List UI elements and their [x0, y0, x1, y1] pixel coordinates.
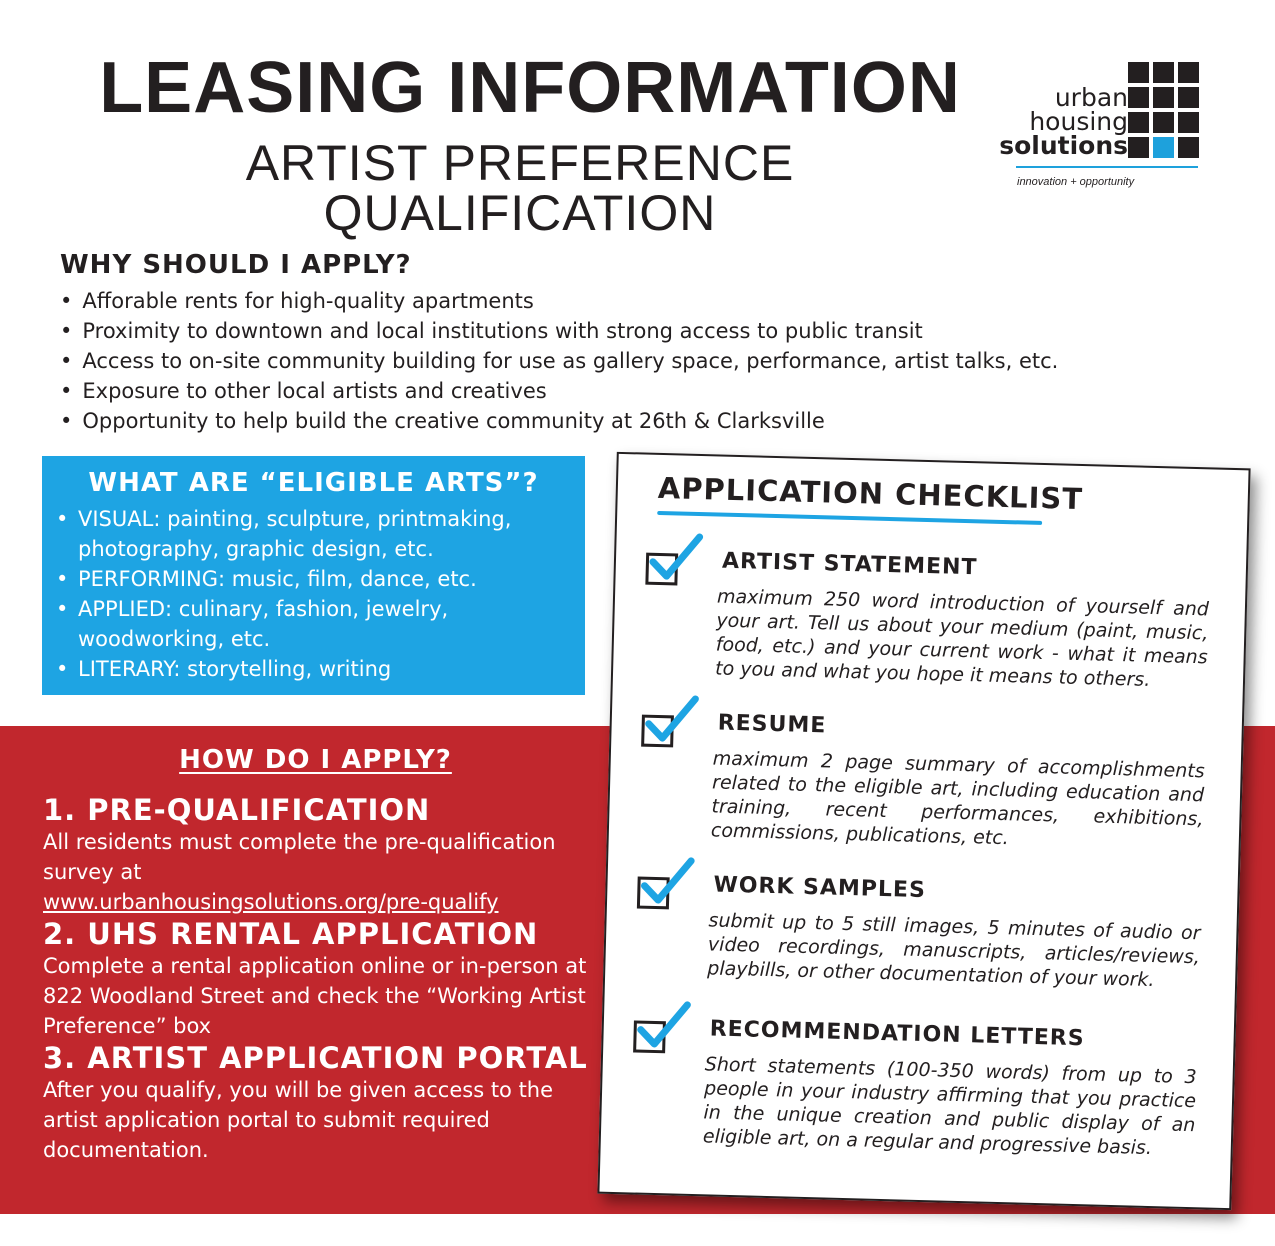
step-1-text: All residents must complete the pre-qualification survey at: [43, 830, 556, 884]
logo-word-housing: housing: [1029, 107, 1128, 136]
checklist-item-title: RESUME: [717, 710, 827, 739]
list-item: • APPLIED: culinary, fashion, jewelry, woodworking, etc.: [56, 594, 581, 654]
pre-qualify-link[interactable]: www.urbanhousingsolutions.org/pre-qualify: [43, 890, 499, 914]
list-item: • PERFORMING: music, film, dance, etc.: [56, 564, 581, 594]
checkbox-checked-icon: [637, 877, 670, 910]
list-item: • LITERARY: storytelling, writing: [56, 654, 581, 684]
checklist-item-work-samples: [638, 871, 1208, 992]
checklist-item-title: WORK SAMPLES: [713, 872, 927, 904]
step-3-body: After you qualify, you will be given access to the artist application portal to submit required documentation.: [43, 1078, 554, 1162]
checklist-item-description: submit up to 5 still images, 5 minutes of audio or video recordings, manuscripts, articles/reviews, playbills, or other documentation of your work.: [707, 909, 1201, 992]
step-2-title: 2. UHS RENTAL APPLICATION: [43, 917, 539, 951]
logo-word-solutions: solutions: [999, 131, 1128, 160]
why-apply-list: [60, 286, 1058, 436]
checkbox-checked-icon: [641, 715, 674, 748]
how-to-apply-section: [43, 745, 588, 1165]
checklist-item-artist-statement: [646, 547, 1216, 691]
list-item: • VISUAL: painting, sculpture, printmaking, photography, graphic design, etc.: [56, 504, 581, 564]
step-1-body: [43, 827, 588, 917]
checkbox-checked-icon: [645, 553, 678, 586]
list-item: • Opportunity to help build the creative community at 26th & Clarksville: [60, 406, 1058, 436]
application-checklist-card: [597, 452, 1250, 1210]
eligible-arts-panel: [42, 456, 585, 695]
checklist-item-resume: [642, 709, 1212, 850]
eligible-arts-list: [56, 504, 581, 684]
logo-wordmark: [999, 83, 1128, 160]
why-apply-heading: WHY SHOULD I APPLY?: [60, 250, 412, 280]
how-to-apply-heading: HOW DO I APPLY?: [179, 745, 452, 775]
urban-housing-solutions-logo: [999, 58, 1210, 198]
list-item: • Afforable rents for high-quality apartments: [60, 286, 1058, 316]
checklist-item-description: maximum 2 page summary of accomplishments related to the eligible art, including education and training, recent performances, exhibitions, commissions, publications, etc.: [710, 747, 1205, 850]
building-windows-icon: [1128, 62, 1200, 160]
checklist-item-recommendation-letters: [634, 1014, 1204, 1160]
page-title: LEASING INFORMATION: [99, 48, 961, 128]
checklist-heading: APPLICATION CHECKLIST: [657, 470, 1084, 517]
eligible-arts-heading: WHAT ARE “ELIGIBLE ARTS”?: [88, 468, 539, 498]
step-2-body: Complete a rental application online or in-person at 822 Woodland Street and check the “Working Artist Preference” box: [43, 954, 587, 1038]
list-item: • Exposure to other local artists and creatives: [60, 376, 1058, 406]
list-item: • Proximity to downtown and local institutions with strong access to public transit: [60, 316, 1058, 346]
checklist-item-title: RECOMMENDATION LETTERS: [709, 1016, 1085, 1052]
checkbox-checked-icon: [633, 1020, 666, 1053]
list-item: • Access to on-site community building for use as gallery space, performance, artist talks, etc.: [60, 346, 1058, 376]
checklist-item-description: Short statements (100-350 words) from up to 3 people in your industry affirming that you practice in the unique creation and public display of an eligible art, on a regular and progressive basis.: [702, 1053, 1197, 1160]
checklist-item-description: maximum 250 word introduction of yourself and your art. Tell us about your medium (paint, music, food, etc.) and your current work - what it means to you and what you hope it means to others.: [714, 585, 1210, 691]
logo-divider: [1016, 166, 1198, 168]
step-3-title: 3. ARTIST APPLICATION PORTAL: [43, 1041, 588, 1075]
checklist-item-title: ARTIST STATEMENT: [721, 548, 978, 581]
step-1-title: 1. PRE-QUALIFICATION: [43, 793, 431, 827]
logo-tagline: innovation + opportunity: [1017, 176, 1135, 188]
page-subtitle: ARTIST PREFERENCE QUALIFICATION: [245, 135, 795, 241]
logo-word-urban: urban: [1054, 83, 1128, 112]
